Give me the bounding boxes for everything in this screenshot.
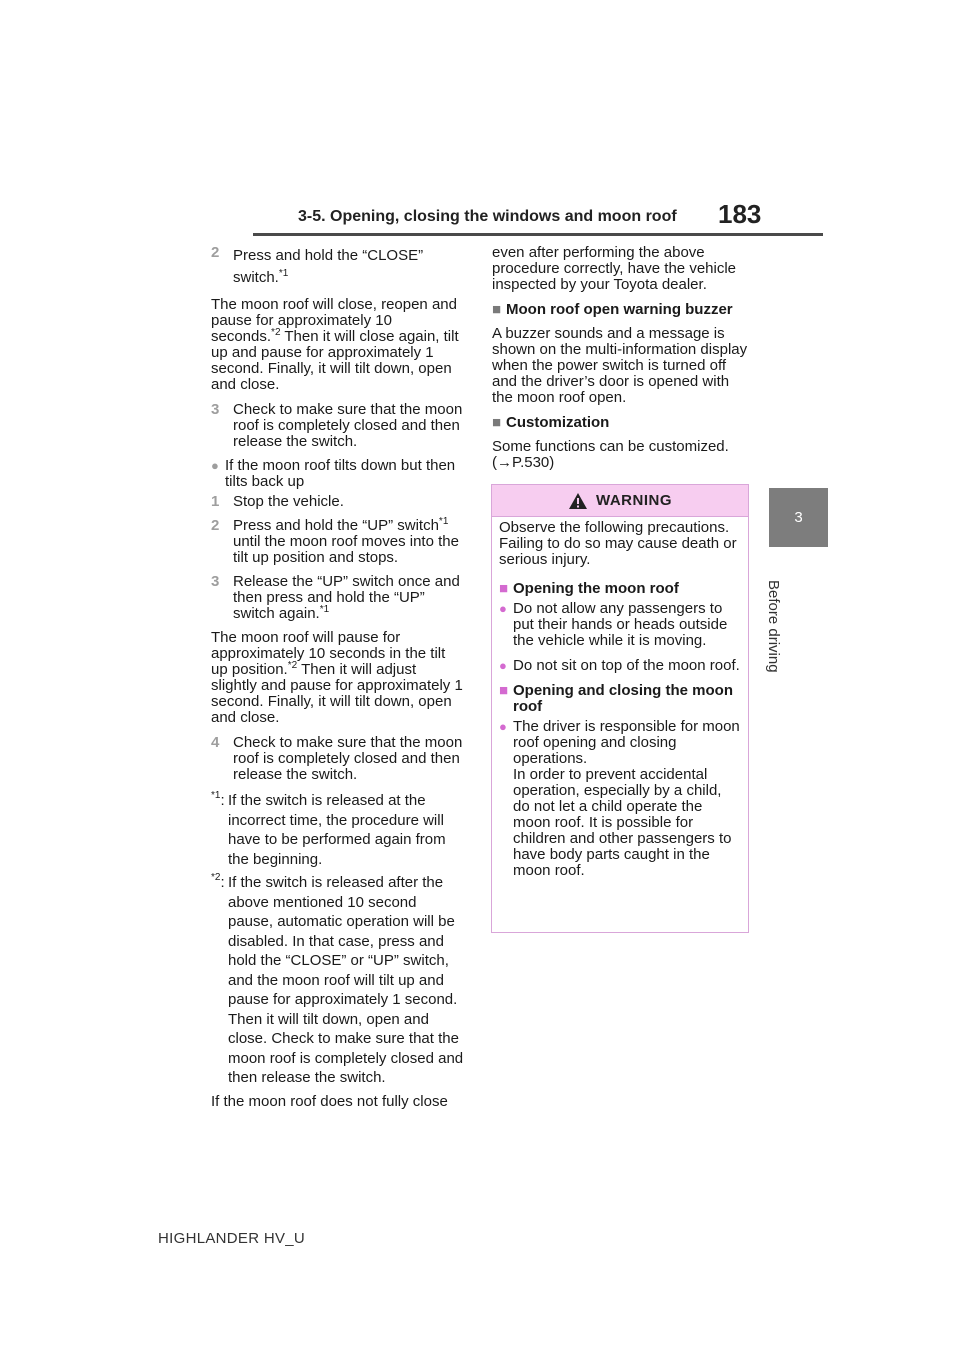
right-column: [492, 245, 750, 471]
heading-text: Moon roof open warning buzzer: [506, 301, 733, 318]
footnote-text: If the switch is released at the incorrect time, the procedure will have to be performed again from the beginning.: [228, 792, 446, 868]
footnote-ref: *1: [438, 516, 449, 527]
chapter-tab: 3: [769, 488, 828, 547]
square-bullet-icon: ■: [499, 580, 509, 597]
customization-heading: [492, 415, 750, 431]
step-press-up: 2 Press and hold the “UP” switch$^{*1}$ until the moon roof moves into the tilt up position and stops.: [211, 516, 459, 566]
circle-bullet-icon: ●: [211, 458, 219, 473]
bullet-text: If the moon roof tilts down but then tilts back up: [225, 457, 456, 490]
paragraph: The moon roof will pause for approximately 10 seconds in the tilt up position.$^{*2}$ Then it will adjust slightly and pause for approximately 1 second. Finally, it will tilt down, open and close.: [211, 629, 463, 726]
footer-model: HIGHLANDER HV_U: [158, 1230, 306, 1247]
step-text: Press and hold the “UP” switch: [233, 517, 439, 534]
step-text: Stop the vehicle.: [233, 493, 344, 510]
step-number: 3: [211, 401, 220, 418]
step-number: 1: [211, 493, 220, 510]
buzzer-text: A buzzer sounds and a message is shown on the multi-information display when the power switch is turned off and the driver’s door is opened with the moon roof open.: [492, 325, 748, 406]
step-release-up: [211, 574, 465, 622]
footnote-ref: *2: [271, 327, 281, 338]
footnote-1: $^{*1}$: If the switch is released at the incorrect time, the procedure will have to be performed again from the beginning.: [211, 791, 465, 869]
step-text: Check to make sure that the moon roof is completely closed and then release the switch.: [233, 734, 463, 783]
circle-bullet-icon: ●: [499, 719, 507, 734]
warning-bullet: ● Do not sit on top of the moon roof.: [499, 657, 740, 674]
warning-intro: Observe the following precautions.: [499, 519, 730, 536]
square-bullet-icon: ■: [492, 301, 502, 318]
step-text: Release the “UP” switch once and then press and hold the “UP” switch again.: [233, 573, 460, 622]
warning-title: WARNING: [596, 492, 672, 509]
footnote-mark: *2: [211, 872, 221, 883]
chapter-label: [762, 580, 784, 673]
left-column: [211, 245, 465, 1110]
customization-text: Some functions can be customized.: [492, 438, 729, 455]
step-number: 3: [211, 573, 220, 590]
footnote-text: If the switch is released after the above mentioned 10 second pause, automatic operation will be disabled. In that case, press and hold the “CLOSE” or “UP” switch, and the moon roof will tilt up and pause for approximately 1 second. Then it will tilt down, open and close. Check to make sure that the moon roof is completely closed and then release the switch.: [228, 874, 464, 1086]
step-number: 2: [211, 517, 220, 534]
footnote-ref: *1: [319, 604, 330, 615]
page-number: 183: [718, 199, 762, 229]
warning-body: [492, 517, 748, 879]
step-number: 4: [211, 734, 220, 751]
bullet-tilt: [211, 458, 465, 490]
footnote-mark: *1: [211, 790, 221, 801]
warning-box: [491, 484, 749, 933]
square-bullet-icon: ■: [499, 682, 509, 699]
circle-bullet-icon: ●: [499, 601, 507, 616]
circle-bullet-icon: ●: [499, 658, 507, 673]
heading-text: Customization: [506, 414, 610, 431]
buzzer-heading: [492, 302, 750, 318]
footnote-2: $^{*2}$: If the switch is released after the above mentioned 10 second pause, automatic operation will be disabled. In that case, press and hold the “CLOSE” or “UP” switch, and the moon roof will tilt up and pause for approximately 1 second. Then it will tilt down, open and close. Check to make sure that the moon roof is completely closed and then release the switch.: [211, 872, 464, 1086]
warning-heading: ■ Opening and closing the moon roof: [499, 682, 733, 715]
step-stop: [211, 494, 465, 510]
square-bullet-icon: ■: [492, 414, 502, 431]
footnote-ref: *2: [287, 660, 298, 671]
footnote-ref: *1: [278, 268, 289, 279]
section-title: 3-5. Opening, closing the windows and moon roof: [298, 208, 677, 225]
warning-bullet: ● Do not allow any passengers to put their hands or heads outside the vehicle while it is moving.: [499, 600, 728, 649]
step-text: Press and hold the “CLOSE” switch.: [233, 247, 424, 286]
warning-header: [492, 485, 748, 517]
customization-ref: (→P.530): [492, 454, 555, 471]
paragraph-continued: If the moon roof does not fully close: [211, 1092, 448, 1110]
header-rule: [253, 233, 823, 236]
step-number: 2: [211, 244, 220, 261]
paragraph-continuation: even after performing the above procedure correctly, have the vehicle inspected by your Toyota dealer.: [492, 244, 737, 293]
warning-heading: ■ Opening the moon roof: [499, 580, 679, 597]
paragraph: The moon roof will close, reopen and pause for approximately 10 seconds.$^{*2}$ Then it will close again, tilt up and pause for approximately 1 second. Finally, it will tilt down, open and close.: [211, 296, 459, 393]
chapter-label-text: Before driving: [765, 580, 782, 673]
step-check: [211, 402, 465, 450]
warning-bullet: ● The driver is responsible for moon roof opening and closing operations. In order to prevent accidental operation, especially by a child, do not let a child operate the moon roof. It is possible for children and other passengers to have body parts caught in the moon roof.: [499, 718, 740, 879]
step-check-final: [211, 735, 465, 783]
warning-intro: Failing to do so may cause death or serious injury.: [499, 535, 737, 568]
warning-triangle-icon: [568, 492, 588, 510]
step-text: Check to make sure that the moon roof is completely closed and then release the switch.: [233, 401, 463, 450]
step-close: [211, 245, 465, 289]
